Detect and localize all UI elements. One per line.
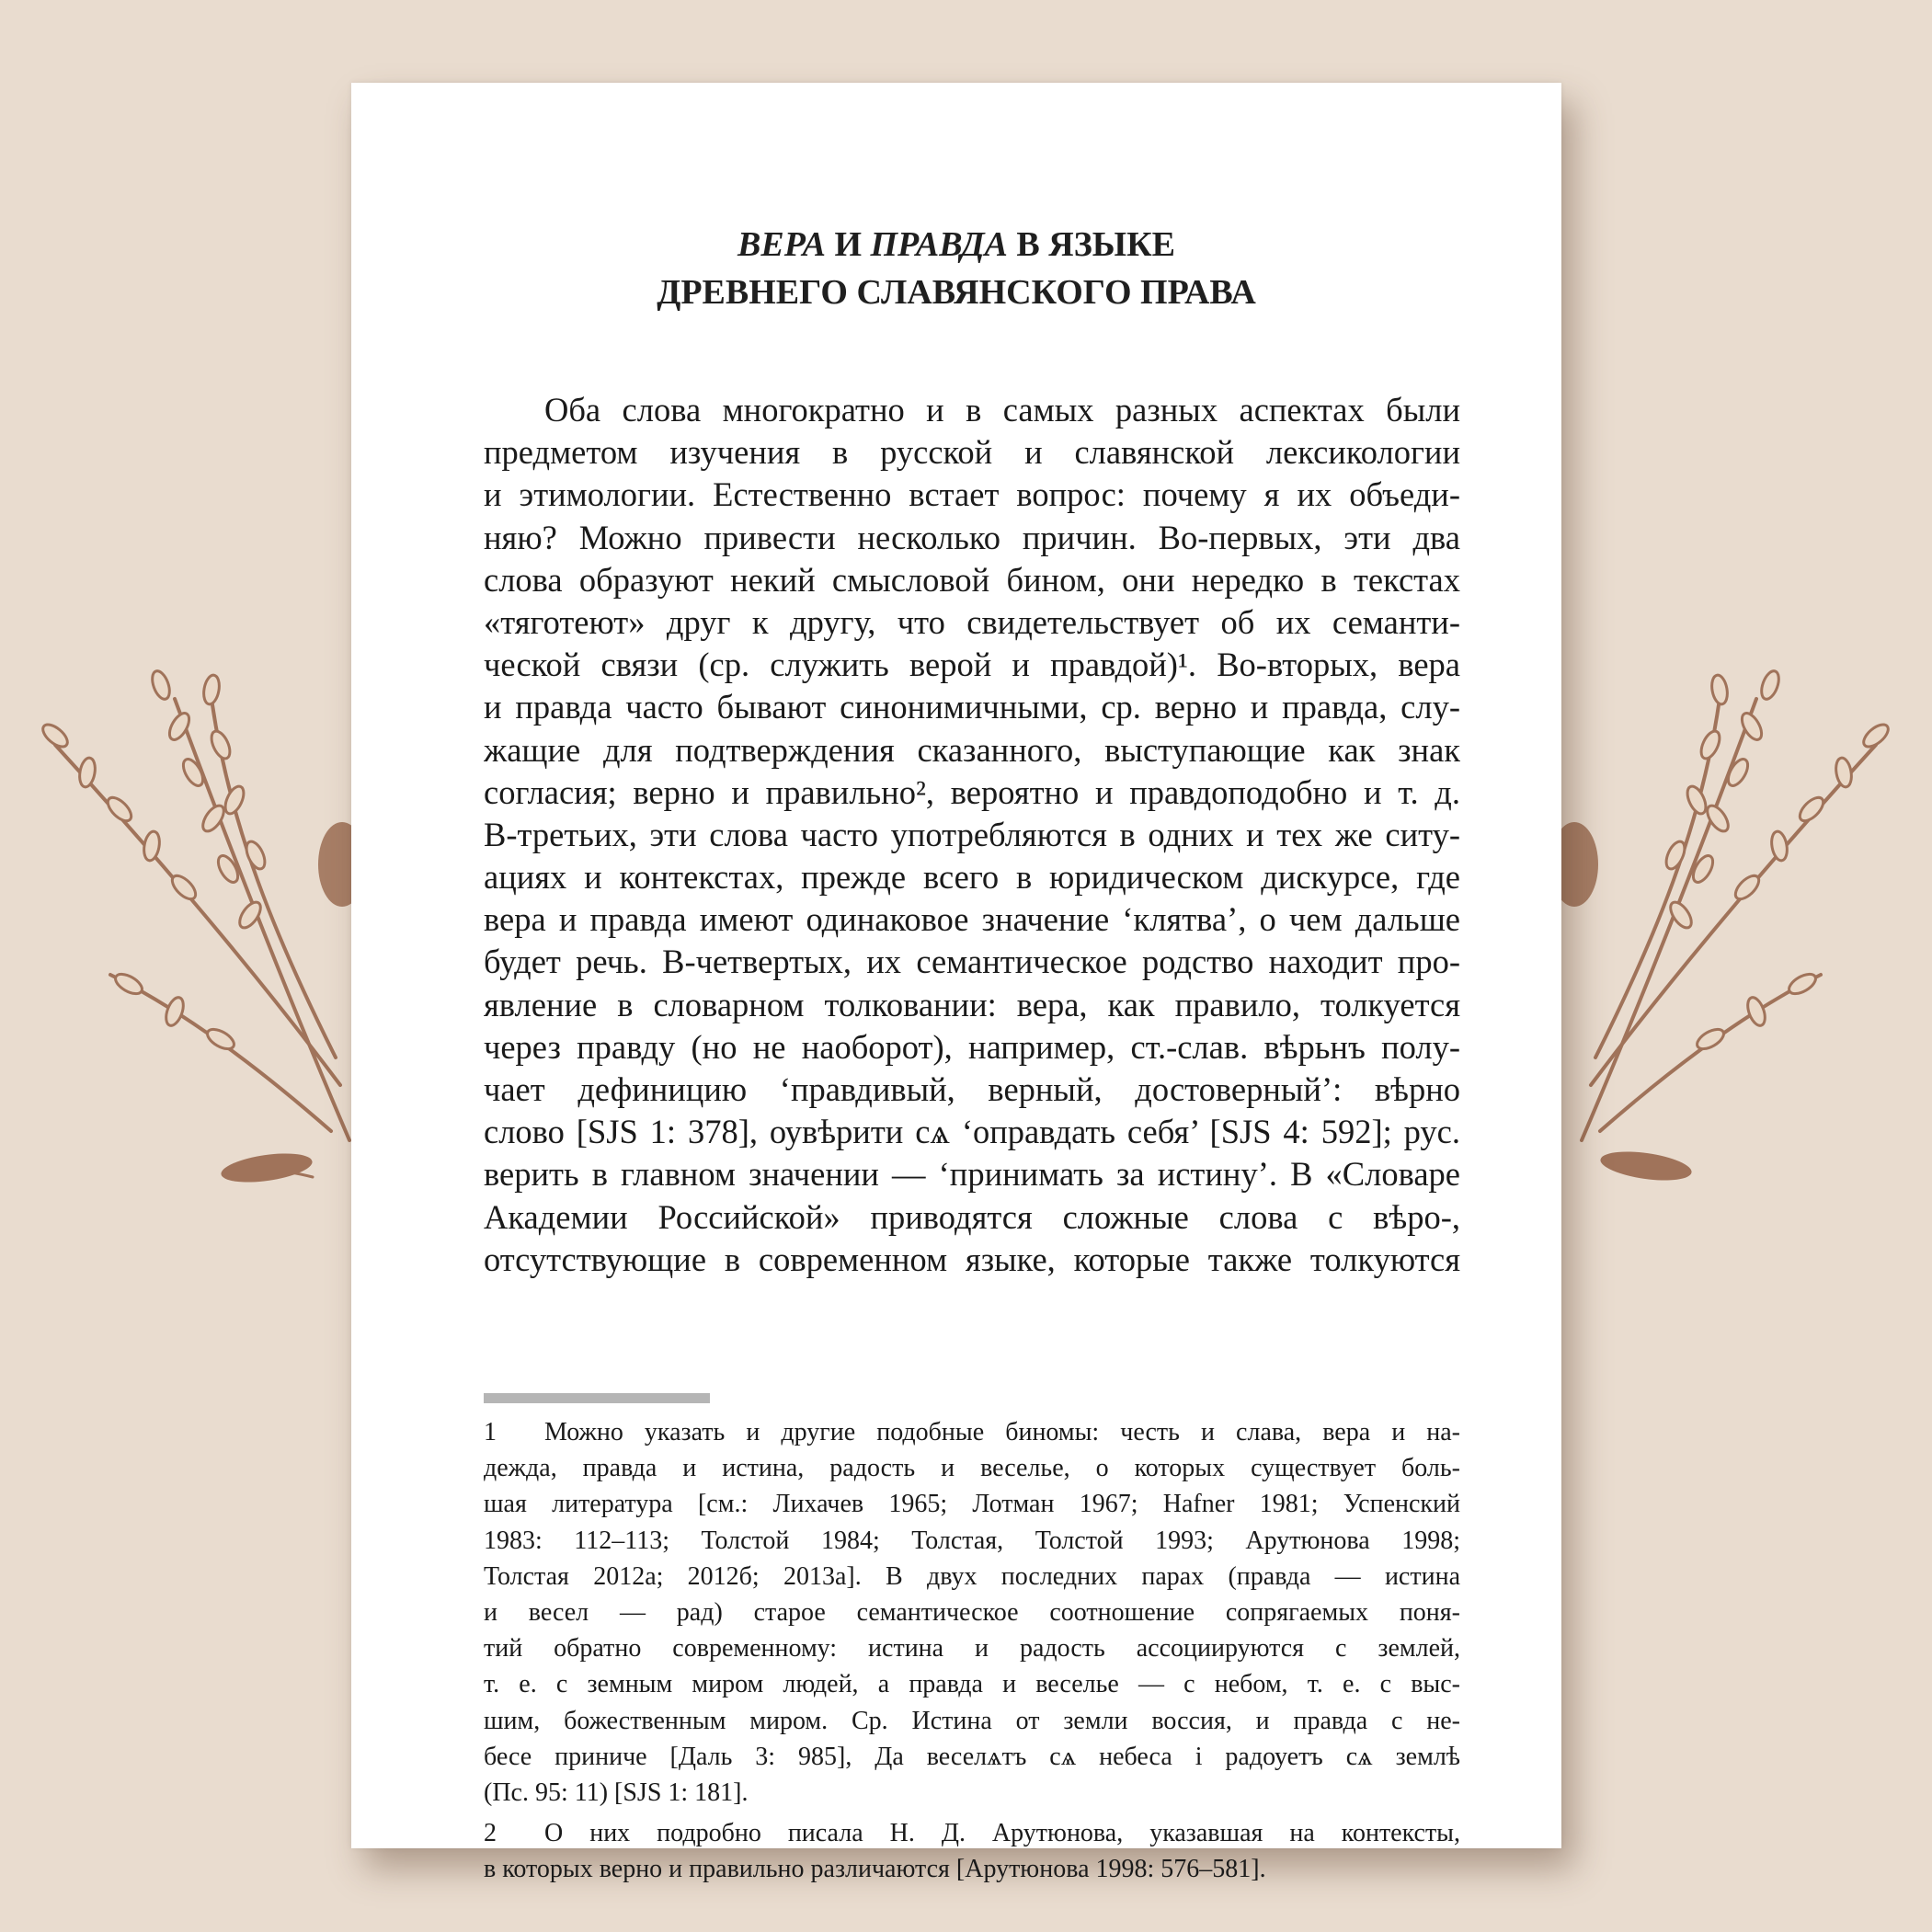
- footnote-line: т. е. с земным миром людей, а правда и веселье — с небом, т. е. с выс-: [484, 1670, 1460, 1699]
- title-line-2: ДРЕВНЕГО СЛАВЯНСКОГО ПРАВА: [657, 273, 1256, 312]
- footnote-2: [484, 1815, 1460, 1887]
- footnote-line: бесе приниче [Даль 3: 985], Да веселѧтъ сѧ небеса і радоуетъ сѧ землѣ: [484, 1742, 1460, 1771]
- footnote-line: 1983: 112–113; Толстой 1984; Толстая, Толстой 1993; Арутюнова 1998;: [484, 1526, 1460, 1555]
- title-word-pravda: ПРАВДА: [870, 225, 1008, 264]
- page-title: [351, 221, 1561, 316]
- body-line: «тяготеют» друг к другу, что свидетельствует об их семанти-: [484, 602, 1460, 641]
- footnote-line: в которых верно и правильно различаются [Арутюнова 1998: 576–581].: [484, 1855, 1266, 1884]
- footnote-line: (Пс. 95: 11) [SJS 1: 181].: [484, 1778, 749, 1807]
- title-line-1: [351, 221, 1561, 269]
- body-line: и правда часто бывают синонимичными, ср. верно и правда, слу-: [484, 688, 1460, 726]
- footnote-number: 2: [484, 1819, 497, 1847]
- body-line: Академии Российской» приводятся сложные слова с вѣро-,: [484, 1197, 1460, 1236]
- footnote-line: дежда, правда и истина, радость и веселье, о которых существует боль-: [484, 1454, 1460, 1483]
- body-line: и этимологии. Естественно встает вопрос: почему я их объеди-: [484, 475, 1460, 514]
- footnote-line: тий обратно современному: истина и радость ассоциируются с землей,: [484, 1634, 1460, 1663]
- body-line: отсутствующие в современном языке, которые также толкуются: [484, 1240, 1460, 1278]
- body-line: явление в словарном толковании: вера, как правило, толкуется: [484, 985, 1460, 1023]
- body-line: Оба слова многократно и в самых разных аспектах были: [544, 391, 1460, 429]
- body-paragraph: [484, 389, 1460, 1281]
- footnote-line: шим, божественным миром. Ср. Истина от земли воссия, и правда с не-: [484, 1706, 1460, 1735]
- left-willow-branch-icon: [40, 669, 366, 1187]
- title-rest: В ЯЗЫКЕ: [1016, 225, 1175, 264]
- footnote-line: [484, 1414, 1460, 1450]
- body-line: будет речь. В-четвертых, их семантическое родство находит про-: [484, 943, 1460, 981]
- body-line: слова образуют некий смысловой бином, они нередко в текстах: [484, 560, 1460, 599]
- body-line: чает дефиницию ‘правдивый, верный, достоверный’: вѣрно: [484, 1070, 1460, 1108]
- title-word-and: И: [834, 225, 862, 264]
- footnote-1: [484, 1414, 1460, 1811]
- body-line: через правду (но не наоборот), например, ст.-слав. вѣрьнъ полу-: [484, 1027, 1460, 1066]
- body-line: вера и правда имеют одинаковое значение ‘клятва’, о чем дальше: [484, 900, 1460, 939]
- footnote-number: 1: [484, 1418, 497, 1446]
- title-word-vera: ВЕРА: [737, 225, 826, 264]
- footnote-divider: [484, 1393, 710, 1403]
- footnote-text: О них подробно писала Н. Д. Арутюнова, указавшая на контексты,: [544, 1819, 1460, 1847]
- document-page: [351, 83, 1561, 1884]
- body-line: предметом изучения в русской и славянской лексикологии: [484, 433, 1460, 472]
- body-line: согласия; верно и правильно², вероятно и правдоподобно и т. д.: [484, 772, 1460, 811]
- footnote-line: и весел — рад) старое семантическое соотношение сопрягаемых поня-: [484, 1597, 1460, 1627]
- body-line: ациях и контекстах, прежде всего в юридическом дискурсе, где: [484, 858, 1460, 897]
- footnote-line: Толстая 2012а; 2012б; 2013а]. В двух последних парах (правда — истина: [484, 1561, 1460, 1591]
- body-line: верить в главном значении — ‘принимать за истину’. В «Словаре: [484, 1155, 1460, 1194]
- footnote-line: шая литература [см.: Лихачев 1965; Лотман 1967; Hafner 1981; Успенский: [484, 1490, 1460, 1519]
- footnote-line: [484, 1815, 1460, 1851]
- footnote-text: Можно указать и другие подобные биномы: честь и слава, вера и на-: [544, 1418, 1460, 1446]
- body-line: ческой связи (ср. служить верой и правдой)¹. Во-вторых, вера: [484, 646, 1460, 684]
- right-willow-branch-icon: [1550, 669, 1892, 1185]
- body-line: В-третьих, эти слова часто употребляются в одних и тех же ситу-: [484, 815, 1460, 853]
- body-line: слово [SJS 1: 378], оувѣрити сѧ ‘оправдать себя’ [SJS 4: 592]; рус.: [484, 1113, 1460, 1151]
- body-line: няю? Можно привести несколько причин. Во-первых, эти два: [484, 518, 1460, 556]
- body-line: жащие для подтверждения сказанного, выступающие как знак: [484, 730, 1460, 769]
